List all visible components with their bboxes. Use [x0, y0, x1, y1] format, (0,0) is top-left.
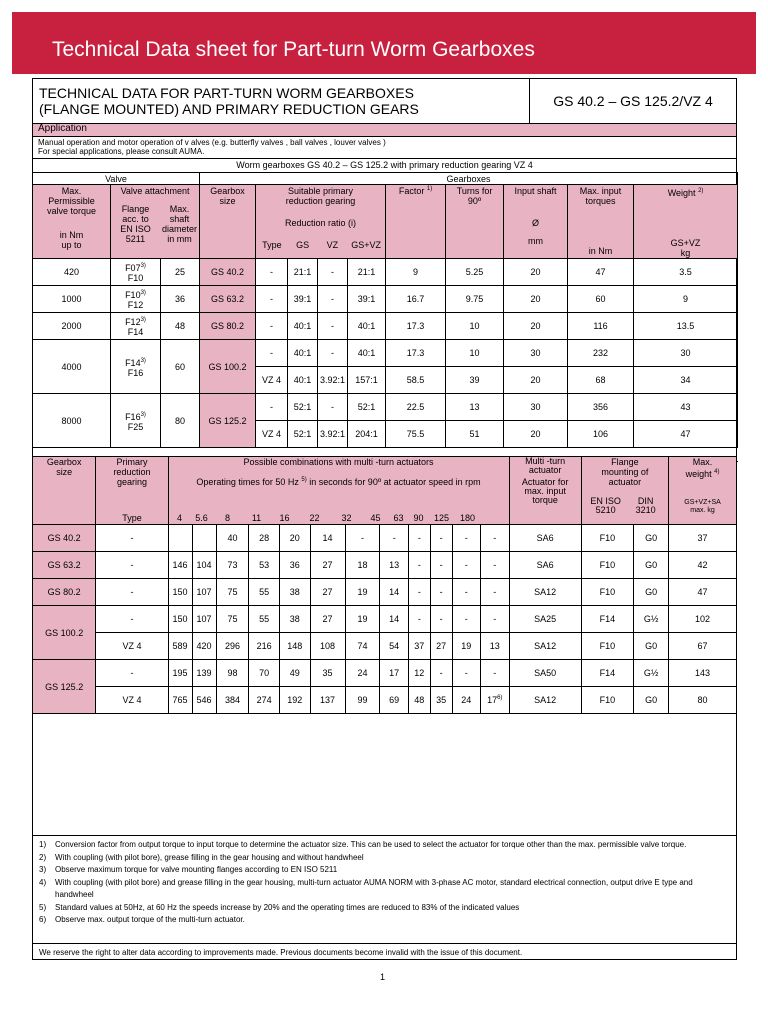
h-max-torque: Max. Permissible valve torque in Nm up to [33, 185, 111, 259]
cell-time: 55 [249, 579, 280, 606]
h2-actuator: Multi -turn actuator Actuator for max. input torque [509, 457, 581, 525]
cell-gsvz: 39:1 [348, 286, 386, 313]
cell-gearbox: GS 40.2 [200, 259, 256, 286]
cell-flange: F10$^{3)}$ F12 [111, 286, 161, 313]
footnote: 4) With coupling (with pilot bore) and grease filling in the gear housing, multi-turn actuator AUMA NORM with 3-phase AC motor, standard electrical connection, output drive E type and handwheel [39, 877, 693, 899]
cell-gearbox: GS 125.2 [200, 394, 256, 448]
cell-actuator: SA50 [509, 660, 581, 687]
application-text1: Manual operation and motor operation of v alves (e.g. butterfly valves , ball valves , louver valves ) [38, 138, 386, 147]
page-number: 1 [380, 972, 386, 982]
model-range: GS 40.2 – GS 125.2/VZ 4 [530, 79, 736, 124]
cell-time: 24 [452, 687, 480, 714]
cell-type: - [96, 579, 168, 606]
header-band [12, 12, 756, 74]
cell-input: 30 [504, 394, 568, 421]
cell-iso: F10 [581, 552, 633, 579]
speed-label: 32 [341, 513, 352, 523]
cell-flange: F12$^{3)}$ F14 [111, 313, 161, 340]
h-weight: Weight $^{2)}$ GS+VZ kg [634, 185, 738, 259]
cell-din: G0 [634, 552, 669, 579]
application-label: Application [38, 123, 87, 134]
cell-shaft: 48 [161, 313, 200, 340]
cell-factor: 17.3 [386, 313, 446, 340]
cell-size: GS 100.2 [33, 606, 96, 660]
cell-time: 27 [310, 606, 345, 633]
cell-time: 27 [430, 633, 452, 660]
cell-type: VZ 4 [96, 687, 168, 714]
cell-maxin: 232 [568, 340, 634, 367]
cell-time: 40 [216, 525, 249, 552]
cell-vz: 3.92:1 [318, 421, 348, 448]
cell-time: 69 [380, 687, 408, 714]
speed-header-row [169, 513, 509, 523]
cell-din: G0 [634, 579, 669, 606]
cell-time: 192 [279, 687, 310, 714]
cell-time: 99 [345, 687, 380, 714]
cell-shaft: 36 [161, 286, 200, 313]
cell-time [168, 525, 192, 552]
cell-gs: 40:1 [288, 340, 318, 367]
h2-possible: Possible combinations with multi -turn actuators Operating times for 50 Hz $^{5)}$ in seconds for 90º at actuator speed in rpm 4 5.6 8 11 16 22 32 45 63 90 125 180 [168, 457, 509, 525]
group-valve: Valve [33, 173, 200, 185]
cell-vz: 3.92:1 [318, 367, 348, 394]
speed-label: 45 [370, 513, 381, 523]
speed-label: 4 [177, 513, 183, 523]
cell-gs: 21:1 [288, 259, 318, 286]
h-gearbox-size: Gearbox size [200, 185, 256, 259]
h-max-input: Max. input torques in Nm [568, 185, 634, 259]
h-suitable-primary: Suitable primary reduction gearing Reduction ratio (i) Type GS VZ GS+VZ [256, 185, 386, 259]
cell-din: G0 [634, 525, 669, 552]
cell-input: 20 [504, 259, 568, 286]
table-row [33, 687, 737, 714]
cell-turns: 39 [446, 367, 504, 394]
cell-maxin: 68 [568, 367, 634, 394]
cell-maxin: 116 [568, 313, 634, 340]
cell-weight: 13.5 [634, 313, 738, 340]
cell-time: 37 [408, 633, 430, 660]
cell-gs: 39:1 [288, 286, 318, 313]
cell-actuator: SA6 [509, 552, 581, 579]
cell-turns: 13 [446, 394, 504, 421]
cell-factor: 9 [386, 259, 446, 286]
cell-turns: 10 [446, 313, 504, 340]
h2-flange-mount: Flange mounting of actuator EN ISO 5210 DIN 3210 [581, 457, 668, 525]
table-row [33, 313, 738, 340]
cell-time: - [430, 606, 452, 633]
datasheet-frame [32, 78, 737, 960]
cell-time: 75 [216, 579, 249, 606]
cell-type: VZ 4 [256, 367, 288, 394]
cell-time: 13 [480, 633, 509, 660]
cell-time: 107 [192, 579, 216, 606]
cell-type: VZ 4 [96, 633, 168, 660]
cell-time: - [480, 606, 509, 633]
cell-gearbox: GS 80.2 [200, 313, 256, 340]
cell-time: 75 [216, 606, 249, 633]
page-title: Technical Data sheet for Part-turn Worm Gearboxes [52, 38, 535, 61]
speed-label: 11 [251, 513, 262, 523]
table-row [33, 579, 737, 606]
footnote: 2) With coupling (with pilot bore), grease filling in the gear housing and without handwheel [39, 852, 364, 862]
cell-input: 20 [504, 286, 568, 313]
h-turns: Turns for 90º [446, 185, 504, 259]
cell-time: - [452, 606, 480, 633]
table-row [33, 286, 738, 313]
cell-time: - [380, 525, 408, 552]
h-input-shaft: Input shaft Ø mm [504, 185, 568, 259]
cell-flange: F07$^{3)}$ F10 [111, 259, 161, 286]
cell-vz: - [318, 259, 348, 286]
cell-time: 546 [192, 687, 216, 714]
footnotes [39, 839, 729, 927]
cell-time: - [408, 525, 430, 552]
cell-time: 19 [452, 633, 480, 660]
cell-actuator: SA12 [509, 633, 581, 660]
cell-size: GS 63.2 [33, 552, 96, 579]
cell-gearbox: GS 63.2 [200, 286, 256, 313]
cell-iso: F10 [581, 633, 633, 660]
cell-vz: - [318, 286, 348, 313]
cell-shaft: 60 [161, 340, 200, 394]
cell-gsvz: 21:1 [348, 259, 386, 286]
cell-shaft: 80 [161, 394, 200, 448]
cell-time: 589 [168, 633, 192, 660]
cell-iso: F10 [581, 579, 633, 606]
table1-caption: Worm gearboxes GS 40.2 – GS 125.2 with primary reduction gearing VZ 4 [33, 158, 736, 173]
cell-time: 150 [168, 579, 192, 606]
cell-time: 137 [310, 687, 345, 714]
cell-torque: 4000 [33, 340, 111, 394]
doc-title-line2: (FLANGE MOUNTED) AND PRIMARY REDUCTION GEARS [39, 101, 419, 117]
footnote: 1) Conversion factor from output torque to input torque to determine the actuator size. This can be used to select the actuator for torque other than the max. permissible valve torque. [39, 840, 687, 849]
cell-gs: 52:1 [288, 394, 318, 421]
cell-gsvz: 40:1 [348, 313, 386, 340]
table-row [33, 259, 738, 286]
h-factor: Factor $^{1)}$ [386, 185, 446, 259]
cell-time: 28 [249, 525, 280, 552]
cell-time: 146 [168, 552, 192, 579]
cell-type: VZ 4 [256, 421, 288, 448]
cell-input: 20 [504, 421, 568, 448]
cell-time: - [430, 552, 452, 579]
cell-time: - [408, 552, 430, 579]
cell-weight: 80 [669, 687, 737, 714]
cell-shaft: 25 [161, 259, 200, 286]
cell-weight: 3.5 [634, 259, 738, 286]
cell-time: 55 [249, 606, 280, 633]
cell-size: GS 125.2 [33, 660, 96, 714]
cell-type: - [96, 660, 168, 687]
cell-type: - [256, 394, 288, 421]
cell-time: 384 [216, 687, 249, 714]
h2-primary: Primary reduction gearing Type [96, 457, 168, 525]
cell-input: 20 [504, 313, 568, 340]
cell-time: - [452, 660, 480, 687]
cell-time: 107 [192, 606, 216, 633]
cell-turns: 5.25 [446, 259, 504, 286]
cell-iso: F14 [581, 606, 633, 633]
cell-time [192, 525, 216, 552]
speed-label: 8 [225, 513, 231, 523]
gearbox-table [32, 172, 738, 462]
cell-time: 27 [310, 552, 345, 579]
cell-type: - [256, 286, 288, 313]
cell-time: 74 [345, 633, 380, 660]
cell-time: 53 [249, 552, 280, 579]
cell-maxin: 60 [568, 286, 634, 313]
cell-time: 19 [345, 606, 380, 633]
cell-time: - [430, 660, 452, 687]
cell-size: GS 40.2 [33, 525, 96, 552]
cell-time: 14 [380, 606, 408, 633]
cell-time: 765 [168, 687, 192, 714]
cell-actuator: SA12 [509, 579, 581, 606]
cell-time: 19 [345, 579, 380, 606]
cell-time: 49 [279, 660, 310, 687]
cell-time: 13 [380, 552, 408, 579]
footnote: 6) Observe max. output torque of the multi-turn actuator. [39, 915, 245, 924]
cell-time: 27 [310, 579, 345, 606]
cell-type: - [96, 552, 168, 579]
cell-time: 296 [216, 633, 249, 660]
cell-time: 38 [279, 579, 310, 606]
cell-time: - [480, 660, 509, 687]
cell-time: 216 [249, 633, 280, 660]
speed-label: 5.6 [195, 513, 208, 523]
cell-type: - [256, 340, 288, 367]
doc-title-line1: TECHNICAL DATA FOR PART-TURN WORM GEARBOXES [39, 85, 414, 101]
cell-vz: - [318, 340, 348, 367]
cell-torque: 420 [33, 259, 111, 286]
cell-weight: 67 [669, 633, 737, 660]
cell-size: GS 80.2 [33, 579, 96, 606]
cell-time: - [408, 579, 430, 606]
cell-input: 20 [504, 367, 568, 394]
speed-label: 180 [460, 513, 476, 523]
cell-gs: 40:1 [288, 313, 318, 340]
cell-gearbox: GS 100.2 [200, 340, 256, 394]
cell-gs: 52:1 [288, 421, 318, 448]
cell-factor: 16.7 [386, 286, 446, 313]
cell-time: 35 [310, 660, 345, 687]
cell-torque: 2000 [33, 313, 111, 340]
cell-weight: 47 [634, 421, 738, 448]
speed-label: 63 [393, 513, 404, 523]
cell-gsvz: 52:1 [348, 394, 386, 421]
cell-weight: 143 [669, 660, 737, 687]
table-row [33, 633, 737, 660]
cell-turns: 9.75 [446, 286, 504, 313]
h-valve-attachment: Valve attachment Flange acc. to EN ISO 5211 Max. shaft diameter in mm [111, 185, 200, 259]
cell-vz: - [318, 394, 348, 421]
cell-time: 104 [192, 552, 216, 579]
cell-type: - [96, 606, 168, 633]
cell-flange: F16$^{3)}$ F25 [111, 394, 161, 448]
cell-weight: 42 [669, 552, 737, 579]
cell-time: - [408, 606, 430, 633]
cell-time: 108 [310, 633, 345, 660]
footnote: 3) Observe maximum torque for valve mounting flanges according to EN ISO 5211 [39, 865, 338, 874]
document-title-box [33, 79, 530, 124]
cell-time: 195 [168, 660, 192, 687]
cell-din: G0 [634, 687, 669, 714]
cell-time: 274 [249, 687, 280, 714]
cell-gs: 40:1 [288, 367, 318, 394]
table-row [33, 552, 737, 579]
cell-time: 150 [168, 606, 192, 633]
table-row [33, 340, 738, 367]
cell-turns: 10 [446, 340, 504, 367]
speed-label: 125 [434, 513, 450, 523]
speed-label: 90 [413, 513, 424, 523]
cell-time: 139 [192, 660, 216, 687]
cell-time: - [480, 579, 509, 606]
speed-label: 16 [279, 513, 290, 523]
cell-time: 420 [192, 633, 216, 660]
cell-time: 20 [279, 525, 310, 552]
speed-label: 22 [309, 513, 320, 523]
cell-time: 18 [345, 552, 380, 579]
cell-time: - [452, 579, 480, 606]
cell-gsvz: 157:1 [348, 367, 386, 394]
cell-weight: 43 [634, 394, 738, 421]
application-bar [33, 124, 736, 137]
cell-time: 14 [310, 525, 345, 552]
cell-time: 24 [345, 660, 380, 687]
cell-time: - [430, 579, 452, 606]
cell-time: - [480, 552, 509, 579]
cell-type: - [96, 525, 168, 552]
cell-din: G½ [634, 606, 669, 633]
cell-vz: - [318, 313, 348, 340]
cell-factor: 58.5 [386, 367, 446, 394]
cell-weight: 34 [634, 367, 738, 394]
cell-torque: 1000 [33, 286, 111, 313]
cell-maxin: 106 [568, 421, 634, 448]
cell-weight: 37 [669, 525, 737, 552]
cell-time: 17$^{6)}$ [480, 687, 509, 714]
cell-time: 98 [216, 660, 249, 687]
cell-din: G0 [634, 633, 669, 660]
cell-type: - [256, 313, 288, 340]
cell-torque: 8000 [33, 394, 111, 448]
cell-flange: F14$^{3)}$ F16 [111, 340, 161, 394]
cell-time: 17 [380, 660, 408, 687]
cell-factor: 75.5 [386, 421, 446, 448]
cell-maxin: 356 [568, 394, 634, 421]
cell-time: 148 [279, 633, 310, 660]
cell-weight: 30 [634, 340, 738, 367]
cell-time: 36 [279, 552, 310, 579]
cell-actuator: SA6 [509, 525, 581, 552]
cell-time: 12 [408, 660, 430, 687]
cell-time: 14 [380, 579, 408, 606]
cell-time: - [345, 525, 380, 552]
cell-gsvz: 204:1 [348, 421, 386, 448]
cell-time: - [430, 525, 452, 552]
cell-weight: 47 [669, 579, 737, 606]
table-row [33, 660, 737, 687]
cell-time: 70 [249, 660, 280, 687]
footnote: 5) Standard values at 50Hz, at 60 Hz the speeds increase by 20% and the operating times are reduced to 83% of the indicated values [39, 902, 520, 912]
cell-time: 35 [430, 687, 452, 714]
application-text2: For special applications, please consult AUMA. [38, 147, 205, 156]
cell-factor: 17.3 [386, 340, 446, 367]
cell-din: G½ [634, 660, 669, 687]
h2-gearbox-size: Gearbox size [33, 457, 96, 525]
cell-input: 30 [504, 340, 568, 367]
table-row [33, 606, 737, 633]
group-gearboxes: Gearboxes [200, 173, 738, 185]
cell-weight: 102 [669, 606, 737, 633]
cell-type: - [256, 259, 288, 286]
combination-table [32, 456, 737, 836]
cell-gsvz: 40:1 [348, 340, 386, 367]
cell-maxin: 47 [568, 259, 634, 286]
cell-actuator: SA25 [509, 606, 581, 633]
cell-time: 38 [279, 606, 310, 633]
cell-weight: 9 [634, 286, 738, 313]
cell-time: - [452, 525, 480, 552]
cell-time: 48 [408, 687, 430, 714]
cell-time: 73 [216, 552, 249, 579]
cell-time: - [452, 552, 480, 579]
cell-actuator: SA12 [509, 687, 581, 714]
h2-max-weight: Max. weight $^{4)}$ GS+VZ+SA max. kg [669, 457, 737, 525]
table-row [33, 525, 737, 552]
cell-iso: F14 [581, 660, 633, 687]
cell-iso: F10 [581, 687, 633, 714]
reserve-notice: We reserve the right to alter data according to improvements made. Previous documents become invalid with the issue of this document. [33, 943, 736, 961]
cell-iso: F10 [581, 525, 633, 552]
table-row [33, 394, 738, 421]
cell-time: - [480, 525, 509, 552]
cell-time: 54 [380, 633, 408, 660]
cell-factor: 22.5 [386, 394, 446, 421]
cell-turns: 51 [446, 421, 504, 448]
